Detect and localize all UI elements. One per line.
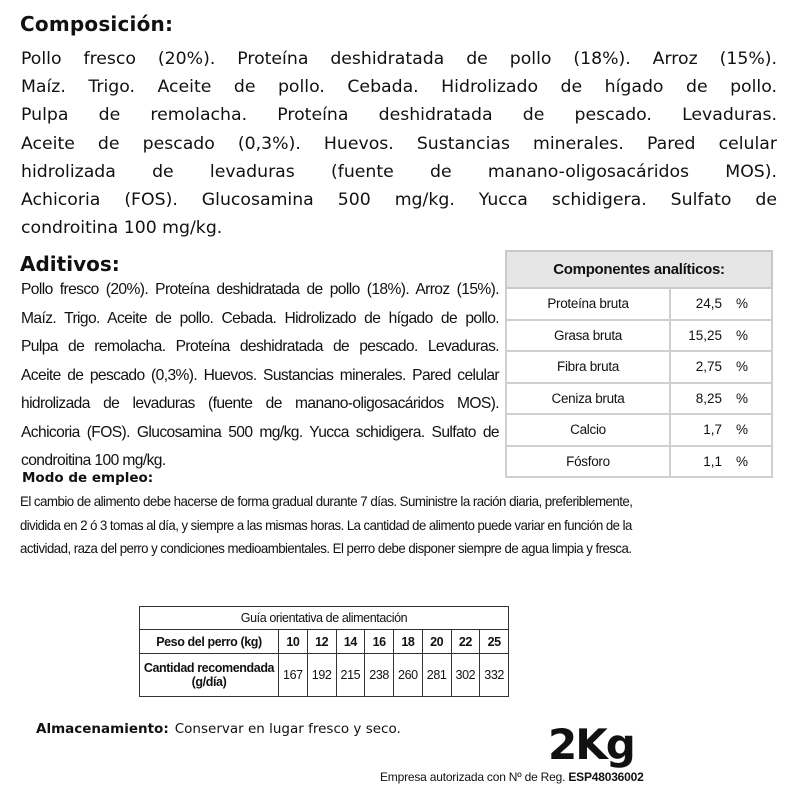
aditivos-heading: Aditivos: [20,252,120,276]
composicion-line: Pollo fresco (20%). Proteína deshidratada de pollo (18%). Arroz (15%). [21,49,777,69]
aditivos-line: condroitina 100 mg/kg. [21,452,166,469]
table-row [506,351,772,383]
weight-cell: 16 [365,630,394,654]
amount-cell: 281 [422,654,451,697]
composicion-line: Pulpa de remolacha. Proteína deshidratada de pescado. Levaduras. [21,105,777,126]
net-weight: 2Kg [548,720,634,769]
registration [380,770,644,784]
component-value: 24,5 [670,288,730,320]
amount-cell: 238 [365,654,394,697]
weight-row [140,630,509,654]
component-unit: % [730,446,772,478]
weight-cell: 25 [480,630,509,654]
almacenamiento-text: Conservar en lugar fresco y seco. [174,721,401,737]
component-value: 15,25 [670,320,730,352]
composicion-line: Maíz. Trigo. Aceite de pollo. Cebada. Hidrolizado de hígado de pollo. [21,77,777,98]
component-name: Fósforo [506,446,670,478]
weight-row-label: Peso del perro (kg) [140,630,279,654]
composicion-line: Aceite de pescado (0,3%). Huevos. Sustancias minerales. Pared celular [21,133,777,154]
component-value: 1,1 [670,446,730,478]
component-value: 2,75 [670,351,730,383]
modo-empleo-text [20,490,632,561]
modo-empleo-line: actividad, raza del perro y condiciones medioambientales. El perro debe disponer siempre de agua limpia y fresca. [20,541,632,556]
modo-empleo-heading: Modo de empleo: [22,470,154,486]
table-row [506,320,772,352]
amount-cell: 192 [307,654,336,697]
componentes-analiticos-title: Componentes analíticos: [506,251,772,288]
component-unit: % [730,288,772,320]
composicion-line: Achicoria (FOS). Glucosamina 500 mg/kg. Yucca schidigera. Sulfato de [21,190,777,211]
aditivos-text [21,276,499,476]
aditivos-line: Pollo fresco (20%). Proteína deshidratada de pollo (18%). Arroz (15%). [21,281,499,298]
component-value: 1,7 [670,414,730,446]
aditivos-line: Achicoria (FOS). Glucosamina 500 mg/kg. Yucca schidigera. Sulfato de [21,423,499,441]
weight-cell: 12 [307,630,336,654]
component-name: Proteína bruta [506,288,670,320]
componentes-analiticos-table [505,250,773,478]
almacenamiento [36,720,401,737]
weight-cell: 10 [279,630,308,654]
weight-cell: 20 [422,630,451,654]
weight-cell: 14 [336,630,365,654]
composicion-text [21,45,777,242]
component-unit: % [730,383,772,415]
almacenamiento-label: Almacenamiento: [36,721,169,737]
composicion-heading: Composición: [20,12,174,36]
weight-cell: 22 [451,630,480,654]
component-name: Grasa bruta [506,320,670,352]
component-value: 8,25 [670,383,730,415]
amount-cell: 332 [480,654,509,697]
component-unit: % [730,320,772,352]
aditivos-line: Maíz. Trigo. Aceite de pollo. Cebada. Hidrolizado de hígado de pollo. [21,309,499,327]
aditivos-line: Aceite de pescado (0,3%). Huevos. Sustancias minerales. Pared celular [21,366,499,384]
aditivos-line: hidrolizada de levaduras (fuente de manano-oligosacáridos MOS). [21,395,499,412]
amount-row [140,654,509,697]
registration-code: ESP48036002 [568,770,644,784]
modo-empleo-line: El cambio de alimento debe hacerse de forma gradual durante 7 días. Suministre la ración diaria, preferiblemente, [20,494,633,509]
modo-empleo-line: dividida en 2 ó 3 tomas al día, y siempre a las mismas horas. La cantidad de alimento puede variar en función de la [20,517,632,533]
feeding-guide-title: Guía orientativa de alimentación [140,607,509,630]
table-row [506,446,772,478]
composicion-line: hidrolizada de levaduras (fuente de manano-oligosacáridos MOS). [21,161,777,182]
feeding-guide-table [139,606,509,697]
table-row [506,288,772,320]
composicion-line: condroitina 100 mg/kg. [21,218,223,239]
amount-cell: 260 [394,654,423,697]
component-name: Ceniza bruta [506,383,670,415]
weight-cell: 18 [394,630,423,654]
amount-row-label: Cantidad recomendada (g/día) [140,654,279,697]
registration-text: Empresa autorizada con Nº de Reg. [380,770,566,784]
component-name: Calcio [506,414,670,446]
amount-cell: 215 [336,654,365,697]
amount-cell: 302 [451,654,480,697]
table-row [506,383,772,415]
component-name: Fibra bruta [506,351,670,383]
component-unit: % [730,351,772,383]
table-row [506,414,772,446]
aditivos-line: Pulpa de remolacha. Proteína deshidratada de pescado. Levaduras. [21,338,499,355]
amount-cell: 167 [279,654,308,697]
component-unit: % [730,414,772,446]
